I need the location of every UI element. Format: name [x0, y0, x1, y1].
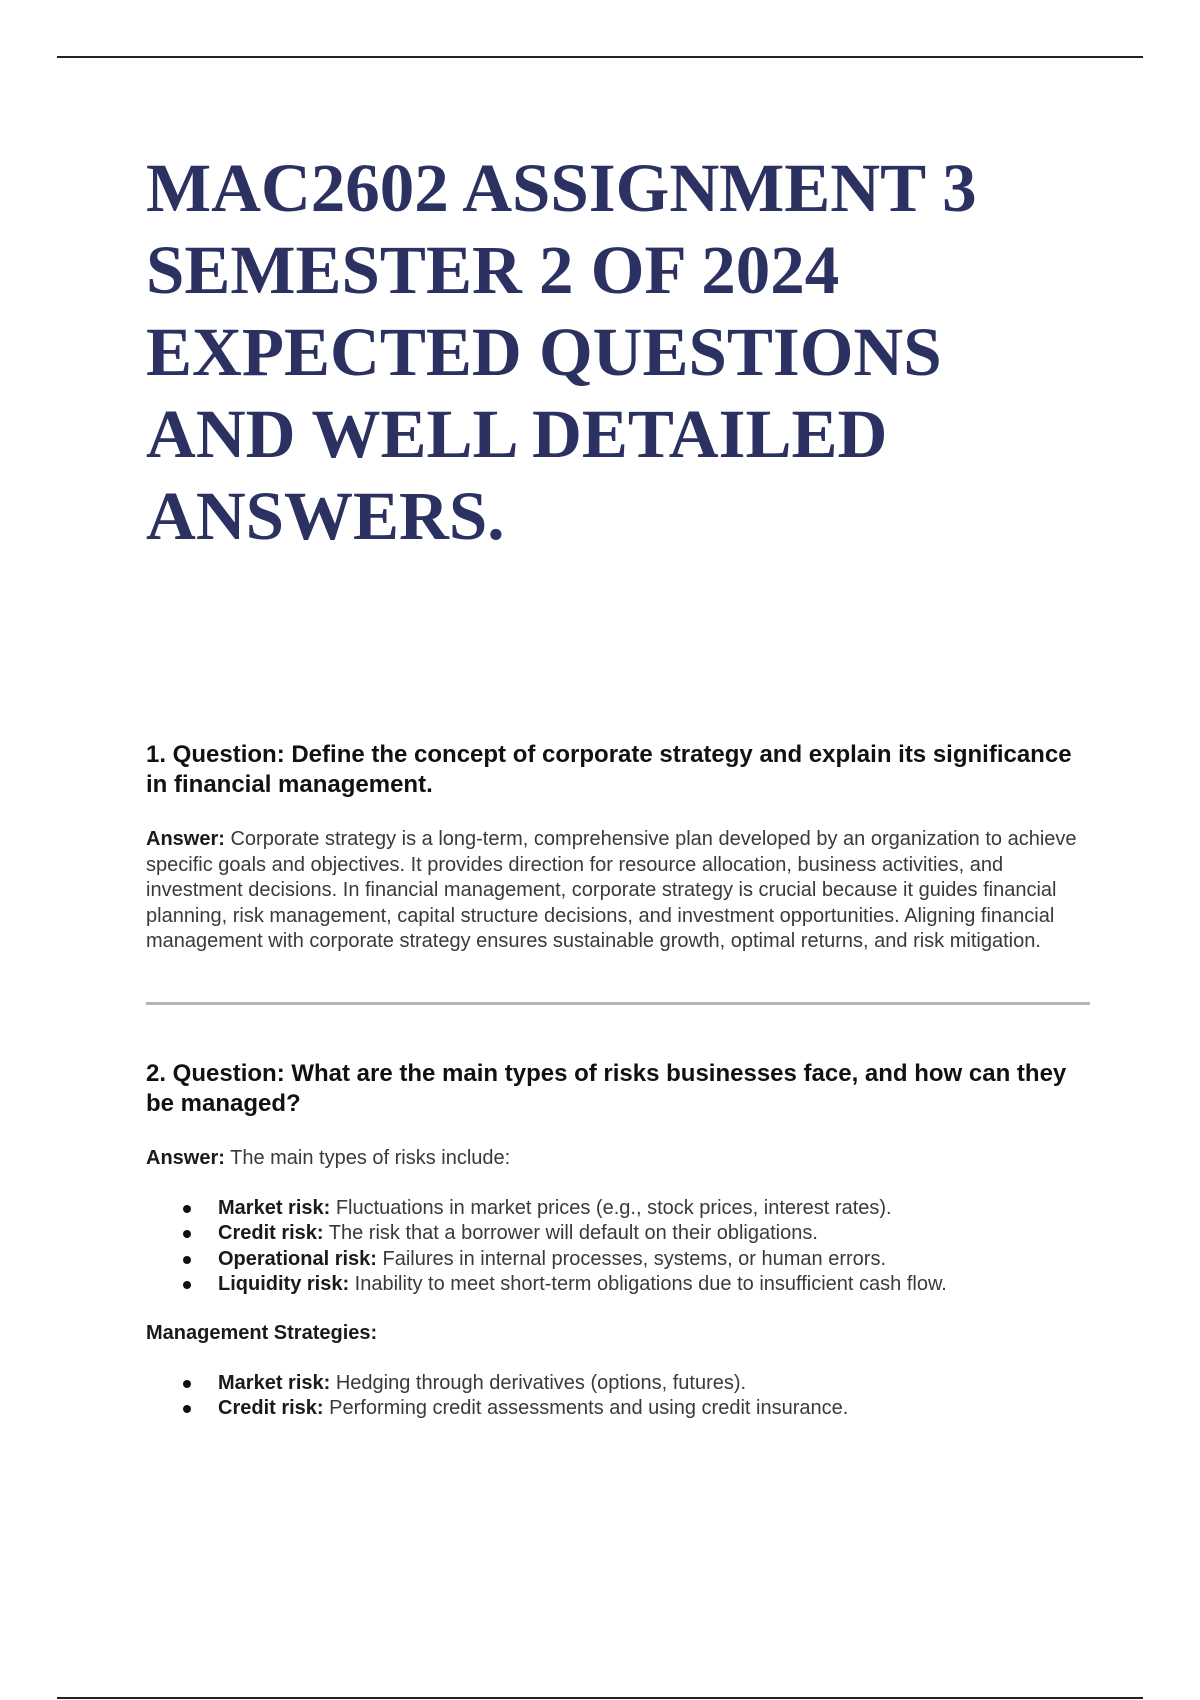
title-line: MAC2602 ASSIGNMENT 3	[146, 150, 977, 226]
list-item	[146, 1196, 1091, 1222]
strategy-desc: Performing credit assessments and using credit insurance.	[323, 1397, 849, 1419]
risk-desc: Inability to meet short-term obligations due to insufficient cash flow.	[349, 1273, 947, 1295]
strategies-list	[146, 1371, 1091, 1422]
bullet-icon	[183, 1256, 191, 1264]
risk-term: Credit risk:	[218, 1222, 324, 1244]
question-2	[146, 1059, 1091, 1422]
title-line: EXPECTED QUESTIONS	[146, 314, 942, 390]
risk-term: Operational risk:	[218, 1247, 377, 1270]
title-line: AND WELL DETAILED	[146, 396, 888, 472]
list-item	[146, 1221, 1091, 1247]
bullet-icon	[183, 1205, 191, 1213]
bullet-icon	[183, 1230, 191, 1238]
bullet-icon	[183, 1380, 191, 1388]
question-heading: 2. Question: What are the main types of risks businesses face, and how can they be managed?	[146, 1060, 1067, 1117]
answer-paragraph	[146, 1146, 1091, 1172]
footer-rule	[57, 1697, 1143, 1699]
risk-desc: Failures in internal processes, systems, or human errors.	[376, 1247, 887, 1270]
risk-types-list	[146, 1196, 1091, 1298]
risk-term: Liquidity risk:	[218, 1273, 350, 1295]
risk-desc: The risk that a borrower will default on their obligations.	[323, 1222, 818, 1244]
list-item	[146, 1396, 1091, 1422]
risk-desc: Fluctuations in market prices (e.g., stock prices, interest rates).	[330, 1196, 892, 1219]
answer-text: The main types of risks include:	[224, 1147, 511, 1169]
strategy-desc: Hedging through derivatives (options, futures).	[330, 1371, 747, 1394]
answer-paragraph	[146, 827, 1091, 955]
list-item	[146, 1272, 1091, 1298]
list-item	[146, 1247, 1091, 1273]
title-line: ANSWERS.	[146, 478, 505, 554]
document-title	[146, 147, 1091, 557]
management-strategies-heading: Management Strategies:	[146, 1321, 378, 1344]
strategy-term: Credit risk:	[218, 1397, 324, 1419]
header-rule	[57, 56, 1143, 58]
bullet-icon	[183, 1405, 191, 1413]
question-1	[146, 740, 1091, 955]
section-divider	[146, 1002, 1090, 1005]
answer-text: Corporate strategy is a long-term, comprehensive plan developed by an organization to achieve specific goals and objectives. It provides direction for resource allocation, business activities, and investment decisions. In financial management, corporate strategy is crucial because it guides financial planning, risk management, capital structure decisions, and investment opportunities. Aligning financial management with corporate strategy ensures sustainable growth, optimal returns, and risk mitigation.	[146, 828, 1077, 952]
question-heading: 1. Question: Define the concept of corporate strategy and explain its significance in financial management.	[146, 741, 1072, 798]
list-item	[146, 1371, 1091, 1397]
risk-term: Market risk:	[218, 1196, 331, 1219]
strategy-term: Market risk:	[218, 1371, 331, 1394]
bullet-icon	[183, 1281, 191, 1289]
title-line: SEMESTER 2 OF 2024	[146, 232, 840, 308]
answer-label: Answer:	[146, 828, 225, 850]
answer-label: Answer:	[146, 1147, 225, 1169]
